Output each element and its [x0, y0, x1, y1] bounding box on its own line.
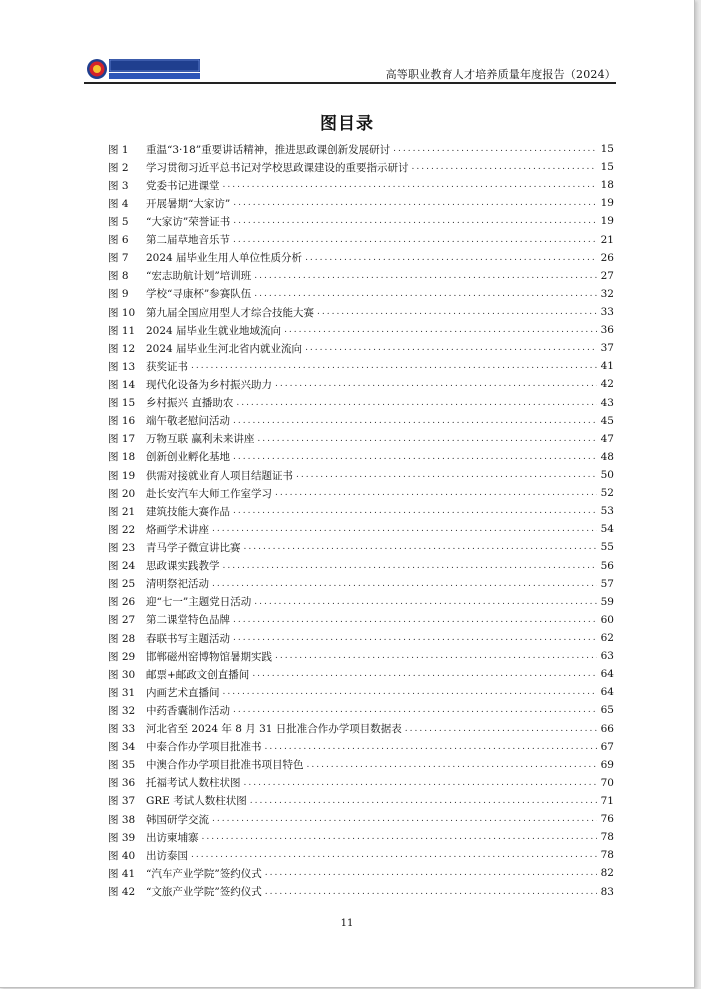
figure-caption: 邮票+邮政文创直播间 [146, 668, 250, 681]
figure-caption: 第九届全国应用型人才综合技能大赛 [146, 306, 314, 319]
figure-page-number: 62 [600, 632, 614, 644]
toc-entry[interactable] [108, 538, 614, 556]
figure-number: 图 26 [108, 596, 136, 609]
figure-number: 图 37 [108, 795, 136, 808]
toc-entry[interactable] [108, 357, 614, 375]
figure-caption: 万物互联 赢利未来讲座 [146, 433, 255, 446]
toc-entry[interactable] [108, 810, 614, 828]
figure-caption: 邯郸磁州窑博物馆暑期实践 [146, 650, 272, 663]
figure-page-number: 53 [600, 505, 614, 518]
figure-page-number: 33 [600, 306, 614, 319]
figure-number: 图 7 [108, 252, 129, 265]
toc-entry[interactable] [108, 575, 614, 593]
figure-page-number: 71 [600, 794, 614, 807]
toc-entry[interactable] [108, 647, 614, 665]
toc-entry[interactable] [108, 448, 614, 466]
dot-leader [254, 597, 597, 607]
figure-number: 图 24 [108, 560, 136, 573]
dot-leader [202, 832, 598, 842]
figure-number: 图 33 [108, 723, 136, 736]
toc-entry[interactable] [108, 339, 614, 357]
figure-number: 图 9 [108, 288, 129, 301]
toc-entry[interactable] [108, 846, 614, 864]
college-logo [86, 57, 202, 81]
figure-number: 图 20 [108, 487, 136, 500]
page-header [84, 54, 616, 84]
dot-leader [212, 524, 597, 534]
figure-page-number: 57 [600, 577, 614, 590]
figure-caption: 建筑技能大赛作品 [146, 505, 230, 518]
dot-leader [275, 651, 597, 661]
toc-entry[interactable] [108, 176, 614, 194]
figure-number: 图 3 [108, 179, 129, 192]
figure-page-number: 15 [600, 143, 614, 156]
figure-number: 图 11 [108, 324, 136, 337]
toc-entry[interactable] [108, 303, 614, 321]
college-logo-icon [86, 57, 202, 81]
dot-leader [252, 669, 597, 679]
toc-entry[interactable] [108, 756, 614, 774]
toc-entry[interactable] [108, 267, 614, 285]
figure-page-number: 76 [600, 813, 614, 826]
figure-caption: “文旅产业学院”签约仪式 [146, 886, 262, 899]
dot-leader [233, 705, 597, 715]
figure-number: 图 2 [108, 161, 129, 174]
dot-leader [254, 289, 597, 299]
dot-leader [233, 452, 597, 462]
figure-number: 图 4 [108, 197, 129, 210]
figure-caption: 内画艺术直播间 [146, 686, 220, 699]
toc-entry[interactable] [108, 430, 614, 448]
dot-leader [265, 742, 598, 752]
figure-page-number: 19 [600, 197, 614, 210]
toc-entry[interactable] [108, 212, 614, 230]
dot-leader [233, 198, 597, 208]
dot-leader [233, 633, 597, 643]
dot-leader [307, 760, 598, 770]
dot-leader [275, 379, 597, 389]
figure-caption: 出访泰国 [146, 849, 188, 862]
figure-caption: 学习贯彻习近平总书记对学校思政课建设的重要指示研讨 [146, 161, 409, 174]
header-divider [84, 82, 616, 84]
figure-page-number: 82 [600, 867, 614, 880]
dot-leader [212, 579, 597, 589]
figure-number: 图 38 [108, 813, 136, 826]
figure-number: 图 13 [108, 360, 136, 373]
figure-caption: 端午敬老慰问活动 [146, 415, 230, 428]
figure-page-number: 26 [600, 251, 614, 264]
figure-page-number: 65 [600, 704, 614, 717]
toc-heading: 图目录 [320, 114, 374, 134]
figure-caption: 供需对接就业育人项目结题证书 [146, 469, 293, 482]
page-number: 11 [340, 918, 354, 929]
figure-caption: 2024 届毕业生用人单位性质分析 [146, 252, 303, 265]
figure-page-number: 67 [600, 740, 614, 753]
figure-page-number: 64 [600, 668, 614, 681]
dot-leader [236, 398, 597, 408]
toc-entry[interactable] [108, 882, 614, 900]
toc-entry[interactable] [108, 285, 614, 303]
toc-entry[interactable] [108, 701, 614, 719]
figure-page-number: 43 [600, 396, 614, 409]
dot-leader [233, 235, 597, 245]
figure-number: 图 31 [108, 686, 136, 699]
toc-entry[interactable] [108, 864, 614, 882]
dot-leader [244, 542, 598, 552]
figure-page-number: 63 [600, 650, 614, 663]
toc-entry[interactable] [108, 466, 614, 484]
figure-page-number: 50 [600, 469, 614, 482]
toc-entry[interactable] [108, 738, 614, 756]
figure-page-number: 27 [600, 269, 614, 282]
figure-caption: 重温“3·18”重要讲话精神，推进思政课创新发展研讨 [146, 143, 391, 156]
figure-caption: 中泰合作办学项目批准书 [146, 741, 262, 754]
dot-leader [223, 687, 598, 697]
figure-page-number: 19 [600, 215, 614, 228]
dot-leader [275, 488, 597, 498]
toc-entry[interactable] [108, 520, 614, 538]
figure-caption: 河北省至 2024 年 8 月 31 日批准合作办学项目数据表 [146, 723, 402, 736]
toc-entry[interactable] [108, 412, 614, 430]
figure-number: 图 14 [108, 378, 136, 391]
figure-number: 图 21 [108, 505, 136, 518]
figure-page-number: 32 [600, 287, 614, 300]
toc-entry[interactable] [108, 321, 614, 339]
figure-number: 图 12 [108, 342, 136, 355]
toc-entry[interactable] [108, 158, 614, 176]
dot-leader [212, 814, 597, 824]
figure-caption: 学校“寻康杯”参赛队伍 [146, 288, 252, 301]
figure-caption: 乡村振兴 直播助农 [146, 397, 234, 410]
toc-entry[interactable] [108, 792, 614, 810]
figure-caption: 党委书记进课堂 [146, 179, 220, 192]
report-title: 高等职业教育人才培养质量年度报告（2024） [385, 68, 616, 81]
figure-number: 图 17 [108, 433, 136, 446]
dot-leader [405, 724, 597, 734]
figure-number: 图 40 [108, 849, 136, 862]
figure-caption: 赴长安汽车大师工作室学习 [146, 487, 272, 500]
toc-entry[interactable] [108, 231, 614, 249]
figure-page-number: 37 [600, 342, 614, 355]
figure-caption: GRE 考试人数柱状图 [146, 795, 247, 808]
figure-caption: 春联书写主题活动 [146, 632, 230, 645]
dot-leader [296, 470, 597, 480]
figure-page-number: 48 [600, 450, 614, 463]
toc-entry[interactable] [108, 665, 614, 683]
figure-caption: 获奖证书 [146, 360, 188, 373]
figure-page-number: 83 [600, 885, 614, 898]
figure-page-number: 36 [600, 324, 614, 337]
figure-page-number: 55 [600, 541, 614, 554]
figure-page-number: 70 [600, 776, 614, 789]
dot-leader [223, 561, 598, 571]
figure-page-number: 78 [600, 849, 614, 862]
dot-leader [317, 307, 597, 317]
figure-caption: 中药香囊制作活动 [146, 704, 230, 717]
toc-entry[interactable] [108, 249, 614, 267]
figure-number: 图 15 [108, 397, 136, 410]
toc-entry[interactable] [108, 557, 614, 575]
figure-number: 图 10 [108, 306, 136, 319]
figure-number: 图 23 [108, 541, 136, 554]
figure-number: 图 8 [108, 270, 129, 283]
figure-page-number: 78 [600, 831, 614, 844]
figure-page-number: 18 [600, 179, 614, 192]
figure-number: 图 22 [108, 523, 136, 536]
figure-caption: “汽车产业学院”签约仪式 [146, 867, 262, 880]
figure-number: 图 6 [108, 234, 129, 247]
toc-entry[interactable] [108, 720, 614, 738]
dot-leader [393, 144, 597, 154]
figure-page-number: 47 [600, 432, 614, 445]
figure-page-number: 66 [600, 722, 614, 735]
figure-number: 图 41 [108, 867, 136, 880]
figure-page-number: 69 [600, 758, 614, 771]
figure-number: 图 35 [108, 759, 136, 772]
figure-caption: 出访柬埔寨 [146, 831, 199, 844]
figure-number: 图 42 [108, 886, 136, 899]
toc-entry[interactable] [108, 828, 614, 846]
dot-leader [254, 271, 597, 281]
figure-page-number: 21 [600, 233, 614, 246]
toc-entry[interactable] [108, 629, 614, 647]
toc-entry[interactable] [108, 774, 614, 792]
toc-entry[interactable] [108, 502, 614, 520]
dot-leader [305, 343, 597, 353]
figure-page-number: 60 [600, 613, 614, 626]
figure-caption: “宏志助航计划”培训班 [146, 270, 252, 283]
figure-number: 图 19 [108, 469, 136, 482]
figure-caption: 第二届草地音乐节 [146, 234, 230, 247]
figure-page-number: 41 [600, 360, 614, 373]
figure-caption: 2024 届毕业生就业地域流向 [146, 324, 282, 337]
figure-number: 图 27 [108, 614, 136, 627]
dot-leader [223, 180, 598, 190]
dot-leader [191, 361, 597, 371]
figure-caption: 开展暑期“大家访” [146, 197, 231, 210]
figure-number: 图 30 [108, 668, 136, 681]
figure-number: 图 1 [108, 143, 129, 156]
figure-number: 图 39 [108, 831, 136, 844]
toc-entry[interactable] [108, 394, 614, 412]
dot-leader [233, 615, 597, 625]
figure-page-number: 54 [600, 523, 614, 536]
figure-caption: 青马学子微宣讲比赛 [146, 541, 241, 554]
figure-number: 图 34 [108, 741, 136, 754]
figure-number: 图 5 [108, 215, 129, 228]
figure-caption: 烙画学术讲座 [146, 523, 209, 536]
dot-leader [191, 850, 597, 860]
figure-page-number: 59 [600, 595, 614, 608]
figure-caption: 思政课实践教学 [146, 560, 220, 573]
figure-page-number: 15 [600, 161, 614, 174]
toc-entry[interactable] [108, 611, 614, 629]
dot-leader [244, 778, 598, 788]
figure-caption: 托福考试人数柱状图 [146, 777, 241, 790]
figure-page-number: 52 [600, 487, 614, 500]
dot-leader [305, 253, 597, 263]
toc-entry[interactable] [108, 484, 614, 502]
dot-leader [257, 434, 597, 444]
toc-entry[interactable] [108, 194, 614, 212]
figure-caption: 韩国研学交流 [146, 813, 209, 826]
figure-caption: 创新创业孵化基地 [146, 451, 230, 464]
figure-number: 图 16 [108, 415, 136, 428]
dot-leader [284, 325, 597, 335]
figure-page-number: 64 [600, 686, 614, 699]
toc-entry[interactable] [108, 375, 614, 393]
dot-leader [265, 868, 597, 878]
toc-entry[interactable] [108, 140, 614, 158]
figure-caption: 迎“七一”主题党日活动 [146, 596, 252, 609]
figure-list [108, 140, 614, 901]
dot-leader [233, 416, 597, 426]
toc-entry[interactable] [108, 593, 614, 611]
figure-page-number: 42 [600, 378, 614, 391]
figure-caption: 中澳合作办学项目批准书项目特色 [146, 759, 304, 772]
figure-number: 图 29 [108, 650, 136, 663]
figure-number: 图 25 [108, 578, 136, 591]
figure-number: 图 36 [108, 777, 136, 790]
figure-page-number: 45 [600, 414, 614, 427]
figure-number: 图 28 [108, 632, 136, 645]
dot-leader [233, 216, 597, 226]
figure-caption: “大家访”荣誉证书 [146, 215, 231, 228]
dot-leader [233, 506, 597, 516]
figure-number: 图 32 [108, 704, 136, 717]
figure-caption: 现代化设备为乡村振兴助力 [146, 378, 272, 391]
figure-number: 图 18 [108, 451, 136, 464]
dot-leader [250, 796, 597, 806]
figure-page-number: 56 [600, 559, 614, 572]
toc-entry[interactable] [108, 683, 614, 701]
dot-leader [412, 162, 598, 172]
figure-caption: 2024 届毕业生河北省内就业流向 [146, 342, 303, 355]
figure-caption: 第二课堂特色品牌 [146, 614, 230, 627]
figure-caption: 清明祭祀活动 [146, 578, 209, 591]
dot-leader [265, 887, 597, 897]
